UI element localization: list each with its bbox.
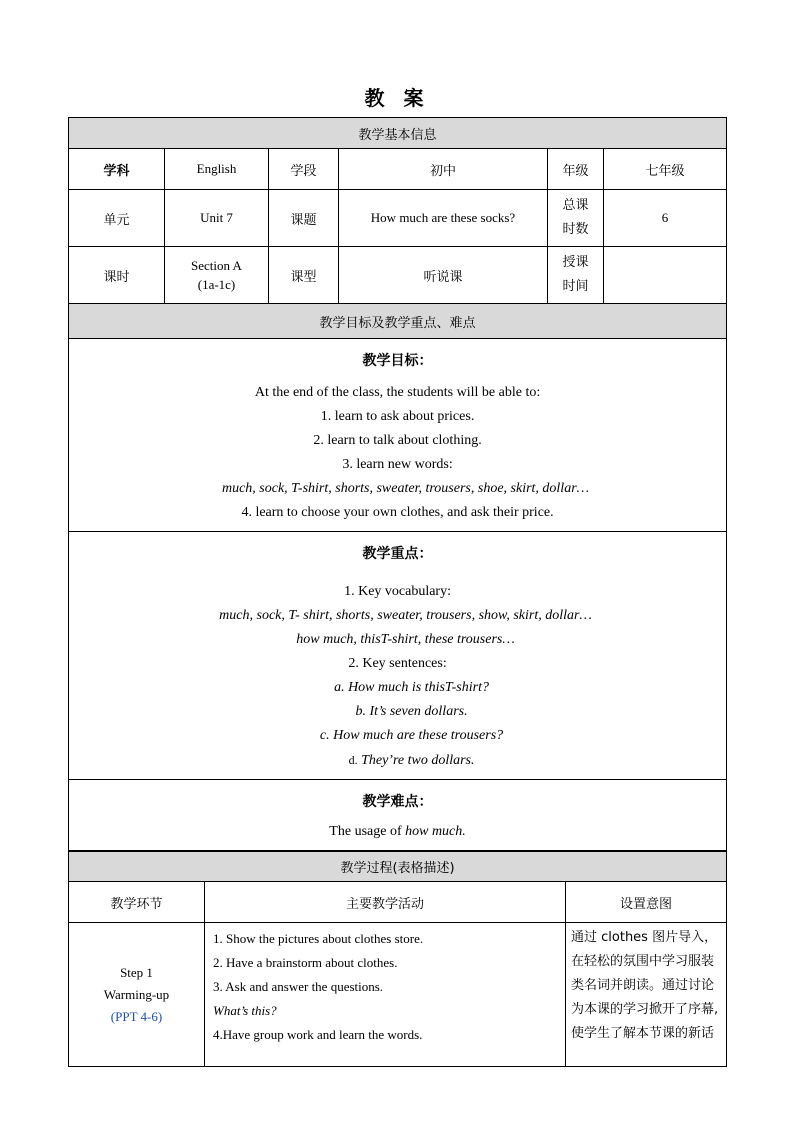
type-label: 课型	[269, 247, 339, 304]
objectives-intro: At the end of the class, the students will be able to:	[254, 385, 541, 400]
teach-time-label-line2: 时间	[562, 279, 589, 294]
period-value-line2: (1a-1c)	[197, 277, 236, 292]
difficulty-prefix: The usage of	[329, 824, 406, 839]
intent-text: 通过 clothes 图片导入，在轻松的氛围中学习服装类名词并朗读。通过讨论为本课的学习掀开了序幕,使学生了解本节课的新话	[571, 930, 719, 1041]
step-name: Step 1	[120, 964, 153, 980]
total-hours-label-line2: 时数	[562, 222, 589, 237]
teach-time-label	[548, 247, 604, 304]
key-points-heading: 教学重点：	[362, 546, 433, 562]
topic-value: How much are these socks?	[339, 190, 548, 247]
total-hours-label-line1: 总课	[562, 198, 589, 213]
stage-value: 初中	[339, 149, 548, 190]
process-col-stage: 教学环节	[69, 882, 205, 923]
subject-label: 学科	[69, 149, 165, 190]
step-stage: Warming-up	[103, 986, 170, 1002]
difficulty-text	[77, 820, 718, 844]
process-activities-cell	[205, 923, 566, 1067]
activity-2: 2. Have a brainstorm about clothes.	[213, 955, 398, 970]
section-process: 教学过程(表格描述)	[69, 852, 727, 882]
process-col-activities: 主要教学活动	[205, 882, 566, 923]
unit-value: Unit 7	[165, 190, 269, 247]
activity-1: 1. Show the pictures about clothes store.	[213, 931, 424, 946]
process-intent-cell	[566, 923, 727, 1067]
teach-time-label-line1: 授课	[562, 255, 589, 270]
period-value-line1: Section A	[191, 258, 242, 273]
key-sentence-a: a. How much is thisT-shirt?	[334, 680, 489, 695]
key-vocab-label: 1. Key vocabulary:	[344, 584, 451, 599]
subject-value: English	[165, 149, 269, 190]
objective-item-1: 1. learn to ask about prices.	[320, 409, 475, 424]
process-col-intent: 设置意图	[566, 882, 727, 923]
activity-3: 3. Ask and answer the questions.	[213, 979, 384, 994]
objective-item-4: 4. learn to choose your own clothes, and ask their price.	[241, 505, 554, 520]
objective-item-3: 3. learn new words:	[342, 457, 453, 472]
objectives-heading: 教学目标：	[362, 353, 433, 369]
document-title: 教 案	[364, 86, 430, 110]
key-vocab-line-2: how much, thisT-shirt, these trousers…	[296, 632, 515, 647]
lesson-plan-table	[68, 117, 726, 1067]
key-sentences-label: 2. Key sentences:	[348, 656, 447, 671]
grade-value: 七年级	[604, 149, 727, 190]
difficulty-cell	[69, 780, 727, 851]
section-basic-info: 教学基本信息	[69, 118, 727, 149]
step-ppt-ref: (PPT 4-6)	[110, 1008, 163, 1024]
key-sentence-d-prefix: d.	[348, 753, 358, 767]
objective-new-words: much, sock, T-shirt, shorts, sweater, trousers, shoe, skirt, dollar…	[221, 481, 590, 496]
difficulty-term: how much.	[405, 824, 466, 839]
unit-label: 单元	[69, 190, 165, 247]
stage-label: 学段	[269, 149, 339, 190]
process-step-cell	[69, 923, 205, 1067]
key-sentence-b: b. It’s seven dollars.	[355, 704, 468, 719]
key-points-cell	[69, 532, 727, 780]
activity-4: 4.Have group work and learn the words.	[213, 1027, 423, 1042]
activity-question: What’s this?	[213, 1003, 277, 1018]
grade-label: 年级	[548, 149, 604, 190]
teach-time-value	[604, 247, 727, 304]
objectives-cell	[69, 339, 727, 532]
period-value	[165, 247, 269, 304]
key-sentence-c: c. How much are these trousers?	[319, 728, 504, 743]
key-sentence-d-text: They’re two dollars.	[361, 753, 475, 768]
topic-label: 课题	[269, 190, 339, 247]
key-sentence-d	[77, 748, 718, 773]
type-value: 听说课	[339, 247, 548, 304]
section-goals: 教学目标及教学重点、难点	[69, 304, 727, 339]
total-hours-value: 6	[604, 190, 727, 247]
total-hours-label	[548, 190, 604, 247]
period-label: 课时	[69, 247, 165, 304]
difficulty-heading: 教学难点：	[362, 794, 433, 810]
key-vocab-line-1: much, sock, T- shirt, shorts, sweater, trousers, show, skirt, dollar…	[219, 608, 592, 623]
objective-item-2: 2. learn to talk about clothing.	[313, 433, 482, 448]
